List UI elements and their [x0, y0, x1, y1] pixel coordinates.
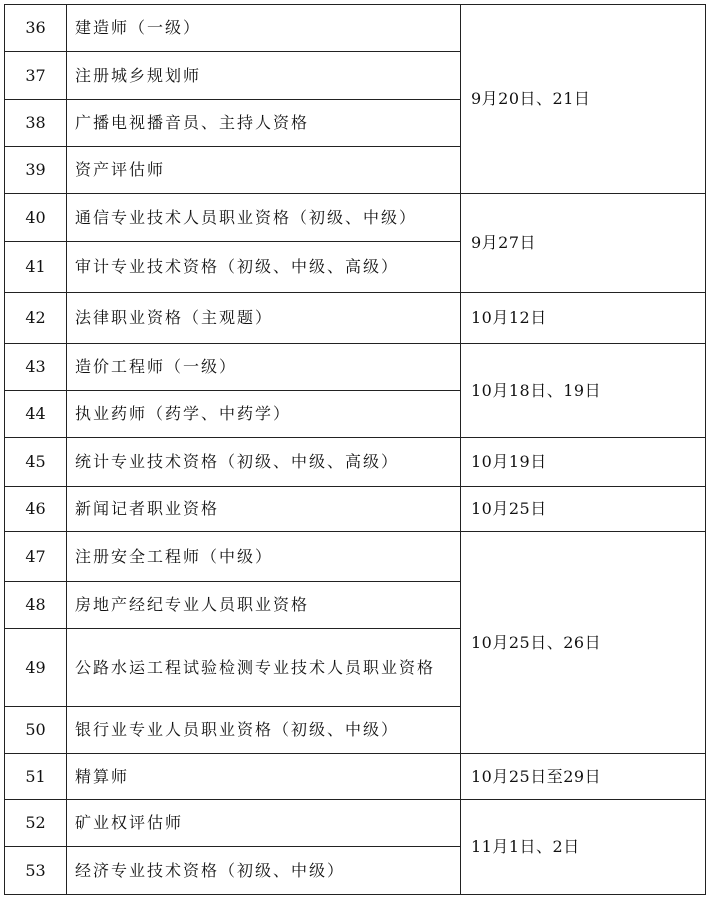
exam-name: 精算师 [67, 754, 461, 800]
exam-date: 11月1日、2日 [461, 800, 706, 895]
table-row [5, 754, 706, 800]
table-row [5, 194, 706, 242]
exam-name: 执业药师（药学、中药学） [67, 391, 461, 438]
exam-date: 10月25日至29日 [461, 754, 706, 800]
row-number: 45 [5, 438, 67, 487]
exam-name: 房地产经纪专业人员职业资格 [67, 582, 461, 629]
table-row [5, 800, 706, 847]
table-row [5, 487, 706, 532]
table-row [5, 438, 706, 487]
exam-name: 注册城乡规划师 [67, 52, 461, 100]
exam-date: 10月25日、26日 [461, 532, 706, 754]
exam-name: 注册安全工程师（中级） [67, 532, 461, 582]
row-number: 39 [5, 147, 67, 194]
exam-date: 10月18日、19日 [461, 344, 706, 438]
exam-date: 10月25日 [461, 487, 706, 532]
row-number: 41 [5, 242, 67, 293]
exam-name: 通信专业技术人员职业资格（初级、中级） [67, 194, 461, 242]
row-number: 37 [5, 52, 67, 100]
row-number: 48 [5, 582, 67, 629]
exam-name: 银行业专业人员职业资格（初级、中级） [67, 707, 461, 754]
row-number: 46 [5, 487, 67, 532]
row-number: 44 [5, 391, 67, 438]
table-row [5, 293, 706, 344]
exam-name: 广播电视播音员、主持人资格 [67, 100, 461, 147]
exam-date: 10月19日 [461, 438, 706, 487]
row-number: 51 [5, 754, 67, 800]
exam-name: 建造师（一级） [67, 5, 461, 52]
row-number: 47 [5, 532, 67, 582]
row-number: 43 [5, 344, 67, 391]
row-number: 50 [5, 707, 67, 754]
exam-name: 统计专业技术资格（初级、中级、高级） [67, 438, 461, 487]
row-number: 52 [5, 800, 67, 847]
row-number: 42 [5, 293, 67, 344]
table-row [5, 344, 706, 391]
exam-date: 10月12日 [461, 293, 706, 344]
exam-name: 新闻记者职业资格 [67, 487, 461, 532]
exam-date: 9月20日、21日 [461, 5, 706, 194]
table-row [5, 532, 706, 582]
exam-name: 造价工程师（一级） [67, 344, 461, 391]
exam-name: 法律职业资格（主观题） [67, 293, 461, 344]
exam-name: 经济专业技术资格（初级、中级） [67, 847, 461, 895]
exam-name: 矿业权评估师 [67, 800, 461, 847]
row-number: 53 [5, 847, 67, 895]
row-number: 36 [5, 5, 67, 52]
exam-name: 审计专业技术资格（初级、中级、高级） [67, 242, 461, 293]
row-number: 38 [5, 100, 67, 147]
exam-name: 资产评估师 [67, 147, 461, 194]
exam-schedule-table [4, 4, 706, 895]
table-row [5, 5, 706, 52]
row-number: 40 [5, 194, 67, 242]
exam-date: 9月27日 [461, 194, 706, 293]
row-number: 49 [5, 629, 67, 707]
exam-name: 公路水运工程试验检测专业技术人员职业资格 [67, 629, 461, 707]
